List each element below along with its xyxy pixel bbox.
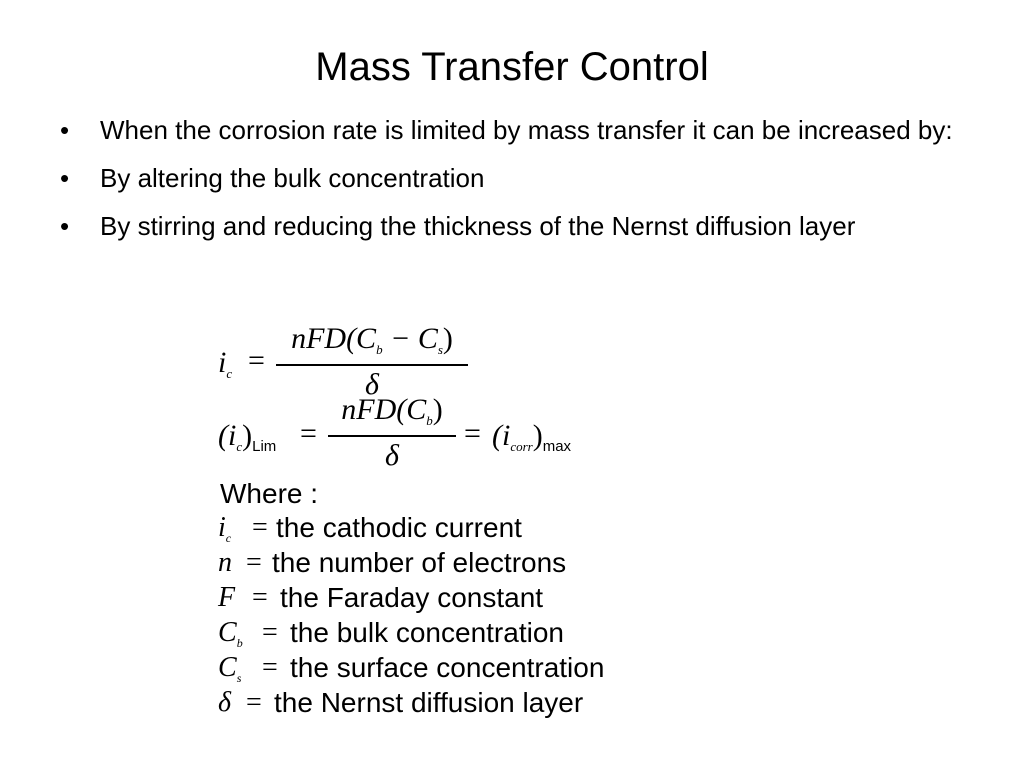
eq1-denominator: δ — [365, 368, 379, 401]
def-text: the surface concentration — [290, 652, 605, 683]
def-equals: = — [246, 547, 262, 578]
def-symbol: $C_s$ — [218, 652, 242, 685]
def-symbol: δ — [218, 687, 232, 718]
def-equals: = — [252, 582, 268, 613]
def-symbol: $C_b$ — [218, 617, 243, 650]
bullet-item — [60, 206, 960, 246]
eq1-lhs: i — [218, 346, 227, 379]
bullet-icon: • — [60, 115, 70, 145]
def-text: the bulk concentration — [290, 617, 564, 648]
bullet-list — [60, 110, 960, 254]
eq2-rhs: (i — [492, 419, 511, 452]
eq2-denominator: δ — [385, 439, 399, 472]
eq2-equals2: = — [464, 417, 481, 450]
eq2-fraction — [328, 393, 456, 483]
bullet-icon: • — [60, 211, 70, 241]
def-symbol: $i_c$ — [218, 512, 232, 545]
def-equals: = — [262, 617, 278, 648]
def-equals: = — [246, 687, 262, 718]
eq1-lhs-sub: c — [226, 366, 233, 381]
bullet-text: By stirring and reducing the thickness of the Nernst diffusion layer — [100, 211, 856, 241]
equation-limiting-current: $(i_c)_{Lim}$ = $nFD(C_b)$ δ = $(i_{corr})_{max}$ — [218, 393, 618, 483]
def-symbol: F — [218, 582, 236, 613]
def-text: the cathodic current — [276, 512, 522, 543]
def-text: the Nernst diffusion layer — [274, 687, 584, 718]
eq2-numerator: $nFD(C_b)$ — [341, 393, 443, 428]
eq2-lhs: (i — [218, 419, 237, 452]
bullet-item — [60, 158, 960, 198]
bullet-text: By altering the bulk concentration — [100, 163, 485, 193]
bullet-icon: • — [60, 163, 70, 193]
where-heading: Where : — [220, 478, 319, 509]
bullet-item — [60, 110, 960, 150]
eq2-equals: = — [300, 417, 317, 450]
def-equals: = — [252, 512, 268, 543]
bullet-text: When the corrosion rate is limited by mass transfer it can be increased by: — [100, 115, 953, 145]
eq2-max-label: max — [542, 438, 572, 455]
eq1-equals: = — [248, 344, 265, 377]
slide-title: Mass Transfer Control — [315, 45, 709, 89]
def-equals: = — [262, 652, 278, 683]
def-symbol: n — [218, 547, 232, 578]
def-text: the Faraday constant — [280, 582, 544, 613]
eq1-numerator: $nFD(C_b - C_s)$ — [291, 322, 453, 357]
eq1-fraction-bar — [276, 364, 468, 366]
eq2-lim-label: Lim — [252, 438, 277, 455]
eq2-fraction-bar — [328, 435, 456, 437]
def-text: the number of electrons — [272, 547, 567, 578]
